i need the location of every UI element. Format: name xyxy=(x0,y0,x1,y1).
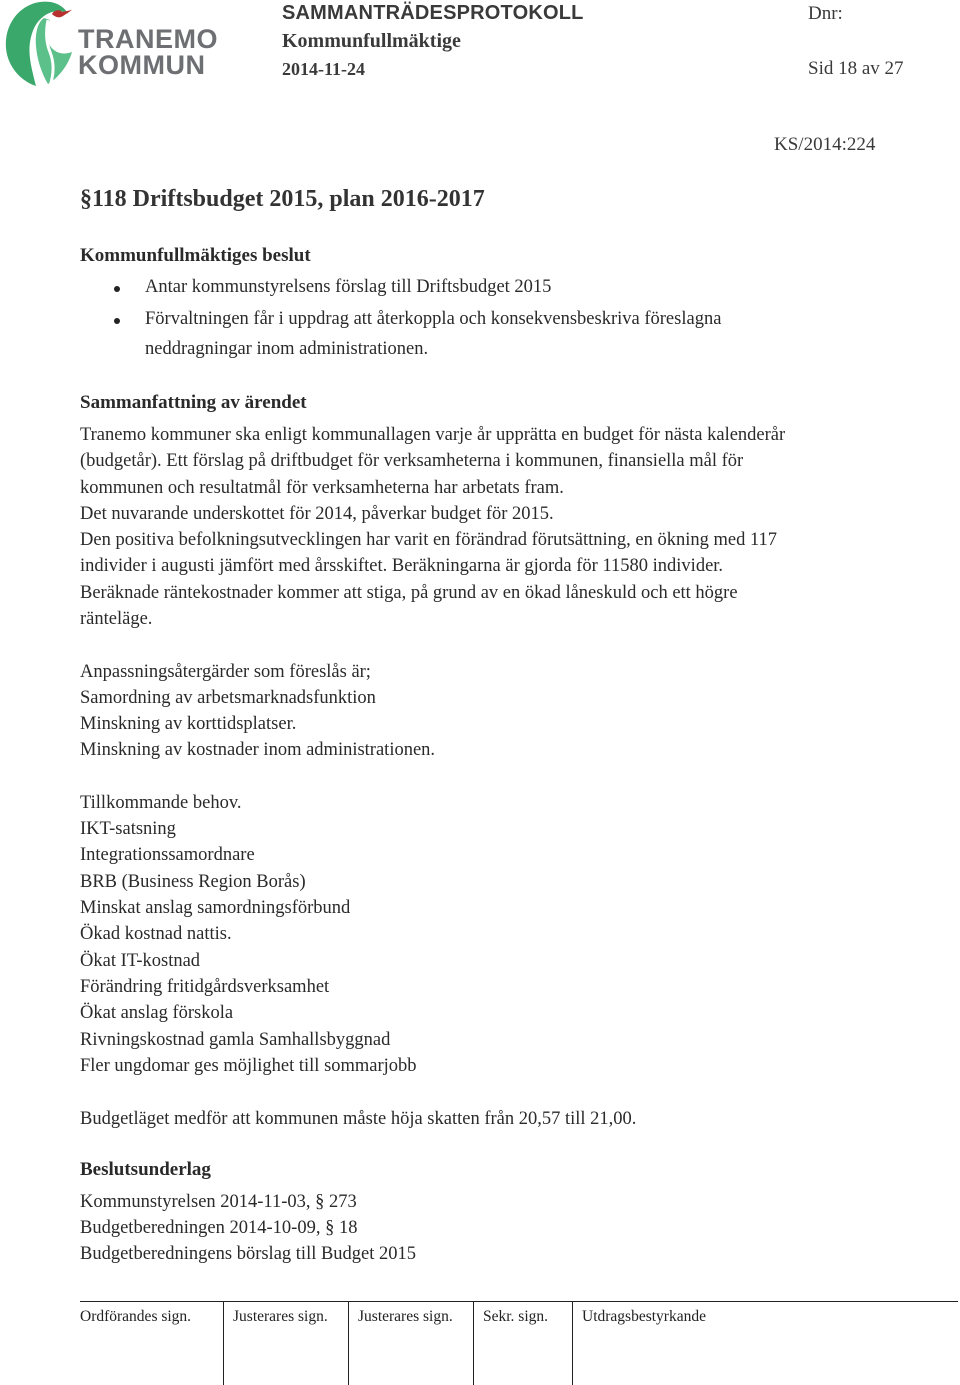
summary-line: individer i augusti jämfört med årsskiftet. Beräkningarna är gjorda för 11580 individer. xyxy=(80,556,724,576)
footer-secretary-sign: Sekr. sign. xyxy=(483,1308,549,1325)
basis-heading: Beslutsunderlag xyxy=(80,1159,211,1180)
doc-type: SAMMANTRÄDESPROTOKOLL xyxy=(282,2,584,24)
footer-extract-certified: Utdragsbestyrkande xyxy=(582,1308,706,1325)
needs-intro: Tillkommande behov. xyxy=(80,793,242,813)
tax-statement: Budgetläget medför att kommunen måste höja skatten från 20,57 till 21,00. xyxy=(80,1109,637,1129)
footer-divider xyxy=(572,1302,573,1385)
summary-heading: Sammanfattning av ärendet xyxy=(80,392,307,413)
tranemo-kommun-logo xyxy=(2,0,218,88)
adjustment-item: Samordning av arbetsmarknadsfunktion xyxy=(80,688,376,708)
basis-item: Kommunstyrelsen 2014-11-03, § 273 xyxy=(80,1192,357,1212)
decision-bullet-2-cont: neddragningar inom administrationen. xyxy=(145,339,429,359)
meeting-date: 2014-11-24 xyxy=(282,59,365,79)
crane-emblem-icon xyxy=(2,0,78,88)
footer-adjuster-sign-1: Justerares sign. xyxy=(233,1308,328,1325)
logo-line-2: KOMMUN xyxy=(78,50,206,80)
case-number: KS/2014:224 xyxy=(774,134,876,155)
decision-heading: Kommunfullmäktiges beslut xyxy=(80,245,311,266)
footer-adjuster-sign-2: Justerares sign. xyxy=(358,1308,453,1325)
adjustment-item: Minskning av korttidsplatser. xyxy=(80,714,297,734)
summary-line: Tranemo kommuner ska enligt kommunallagen varje år upprätta en budget för nästa kalenderår xyxy=(80,425,786,445)
need-item: Minskat anslag samordningsförbund xyxy=(80,898,351,918)
footer-divider xyxy=(348,1302,349,1385)
need-item: IKT-satsning xyxy=(80,819,176,839)
bullet-dot xyxy=(114,286,120,292)
need-item: Ökat IT-kostnad xyxy=(80,951,201,971)
decision-bullet-2: Förvaltningen får i uppdrag att återkoppla och konsekvensbeskriva föreslagna xyxy=(145,309,722,329)
need-item: Förändring fritidgårdsverksamhet xyxy=(80,977,330,997)
footer-rule xyxy=(80,1301,958,1302)
section-title: §118 Driftsbudget 2015, plan 2016-2017 xyxy=(80,186,485,212)
summary-line: Beräknade räntekostnader kommer att stiga, på grund av en ökad låneskuld och ett högre xyxy=(80,583,738,603)
logo-line-1: TRANEMO xyxy=(78,24,218,54)
decision-bullet-1: Antar kommunstyrelsens förslag till Driftsbudget 2015 xyxy=(145,277,552,297)
need-item: Rivningskostnad gamla Samhallsbyggnad xyxy=(80,1030,391,1050)
meeting-body: Kommunfullmäktige xyxy=(282,30,461,52)
dnr-label: Dnr: xyxy=(808,3,843,24)
adjustment-item: Minskning av kostnader inom administrationen. xyxy=(80,740,436,760)
adjustments-intro: Anpassningsåtergärder som föreslås är; xyxy=(80,662,371,682)
need-item: Ökat anslag förskola xyxy=(80,1003,234,1023)
basis-item: Budgetberedningens börslag till Budget 2015 xyxy=(80,1244,417,1264)
footer-divider xyxy=(473,1302,474,1385)
need-item: Ökad kostnad nattis. xyxy=(80,924,232,944)
need-item: Integrationssamordnare xyxy=(80,845,255,865)
summary-line: Det nuvarande underskottet för 2014, påverkar budget för 2015. xyxy=(80,504,554,524)
bullet-dot xyxy=(114,318,120,324)
footer-chair-sign: Ordförandes sign. xyxy=(80,1308,192,1325)
need-item: BRB (Business Region Borås) xyxy=(80,872,306,892)
summary-line: kommunen och resultatmål för verksamheterna har arbetats fram. xyxy=(80,478,564,498)
footer-divider xyxy=(223,1302,224,1385)
basis-item: Budgetberedningen 2014-10-09, § 18 xyxy=(80,1218,358,1238)
summary-line: ränteläge. xyxy=(80,609,153,629)
page-number: Sid 18 av 27 xyxy=(808,58,904,79)
summary-line: (budgetår). Ett förslag på driftbudget för verksamheterna i kommunen, finansiella mål för xyxy=(80,451,744,471)
summary-line: Den positiva befolkningsutvecklingen har varit en förändrad förutsättning, en ökning med 117 xyxy=(80,530,778,550)
need-item: Fler ungdomar ges möjlighet till sommarjobb xyxy=(80,1056,417,1076)
